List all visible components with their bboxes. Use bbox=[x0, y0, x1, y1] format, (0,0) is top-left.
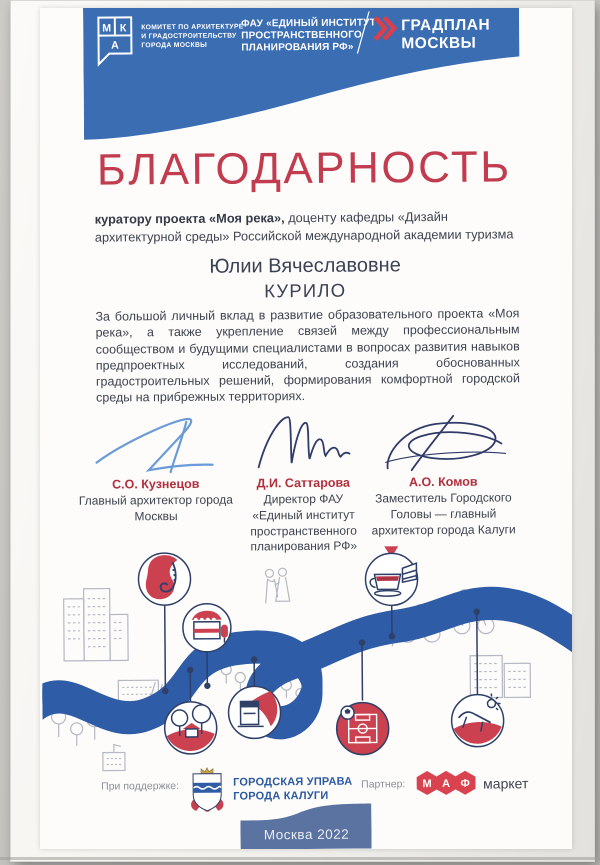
svg-text:КОМИТЕТ ПО АРХИТЕКТУРЕ: КОМИТЕТ ПО АРХИТЕКТУРЕ bbox=[141, 23, 244, 32]
signer-name: С.О. Кузнецов bbox=[112, 476, 200, 492]
signer-role: Главный архитектор города Москвы bbox=[78, 492, 233, 524]
svg-text:ПРОСТРАНСТВЕННОГО: ПРОСТРАНСТВЕННОГО bbox=[241, 29, 363, 42]
signature-scribble-navy bbox=[244, 413, 362, 476]
signature-block-sattarova bbox=[240, 413, 366, 556]
support-org-line: ГОРОДА КАЛУГИ bbox=[233, 790, 329, 803]
support-org-name bbox=[233, 775, 352, 805]
signer-name: А.О. Комов bbox=[408, 474, 478, 490]
recipient-name bbox=[40, 252, 571, 306]
svg-text:ПЛАНИРОВАНИЯ РФ»: ПЛАНИРОВАНИЯ РФ» bbox=[241, 41, 354, 54]
support-org-line: ГОРОДСКАЯ УПРАВА bbox=[233, 775, 353, 789]
bottom-band bbox=[240, 801, 371, 849]
svg-text:МОСКВЫ: МОСКВЫ bbox=[401, 34, 477, 53]
signer-role: Заместитель Городского Головы — главный архитектор города Калуги bbox=[371, 490, 516, 538]
svg-text:И ГРАДОСТРОИТЕЛЬСТВУ: И ГРАДОСТРОИТЕЛЬСТВУ bbox=[141, 32, 237, 41]
maf-hexagons-icon bbox=[415, 767, 479, 800]
riverfront-illustration bbox=[41, 543, 572, 779]
header-band bbox=[83, 8, 520, 146]
maf-letter: Ф bbox=[460, 777, 470, 790]
signature-scribble-blue bbox=[90, 414, 220, 477]
beach-chair-pin-icon bbox=[451, 608, 504, 747]
svg-text:ФАУ «ЕДИНЫЙ ИНСТИТУТ: ФАУ «ЕДИНЫЙ ИНСТИТУТ bbox=[241, 17, 376, 30]
couple-lineart bbox=[265, 568, 289, 603]
svg-text:ГРАДПЛАН: ГРАДПЛАН bbox=[401, 16, 491, 35]
signature-block-komov bbox=[365, 411, 521, 539]
recipient-last-name: КУРИЛО bbox=[264, 279, 347, 302]
body-paragraph: За большой личный вклад в развитие образовательного проекта «Моя река», а также укрепление связей между профессиональным сообществом и будущими специалистами в вопросах развития навыков предпроектных исследований, создания обоснованных градостроительных решений, формирования комфортной городской среды на прибрежных территориях. bbox=[95, 306, 520, 405]
partner-label: Партнер: bbox=[361, 778, 406, 791]
city-year-label: Москва 2022 bbox=[263, 826, 350, 843]
signer-name: Д.И. Саттарова bbox=[256, 475, 350, 491]
svg-text:ГОРОДА МОСКВЫ: ГОРОДА МОСКВЫ bbox=[141, 41, 208, 50]
frame-edge bbox=[0, 857, 600, 860]
recipient-intro-bold: куратору проекта «Моя река», bbox=[94, 210, 285, 227]
maf-letter: А bbox=[442, 777, 451, 790]
certificate-paper bbox=[40, 8, 572, 849]
recipient-first-name: Юлии Вячеславовне bbox=[209, 254, 401, 278]
recipient-intro-rest: доценту кафедры «Дизайн архитектурной среды» Российской международной академии туризма bbox=[94, 208, 514, 245]
signature-block-kuznetsov bbox=[70, 414, 241, 526]
certificate-title: БЛАГОДАРНОСТЬ bbox=[96, 142, 512, 195]
mka-letter: М bbox=[102, 22, 112, 35]
partner-word: маркет bbox=[483, 775, 529, 792]
signer-role: Директор ФАУ «Единый институт пространственного планирования РФ» bbox=[250, 491, 358, 554]
mka-letter: А bbox=[111, 39, 119, 52]
recipient-intro bbox=[95, 207, 519, 247]
maf-letter: М bbox=[422, 778, 432, 791]
support-label: При поддержке: bbox=[101, 780, 180, 793]
mka-letter: К bbox=[119, 22, 127, 35]
signature-scribble-navy bbox=[377, 411, 509, 474]
kaluga-emblem-icon bbox=[189, 767, 225, 815]
